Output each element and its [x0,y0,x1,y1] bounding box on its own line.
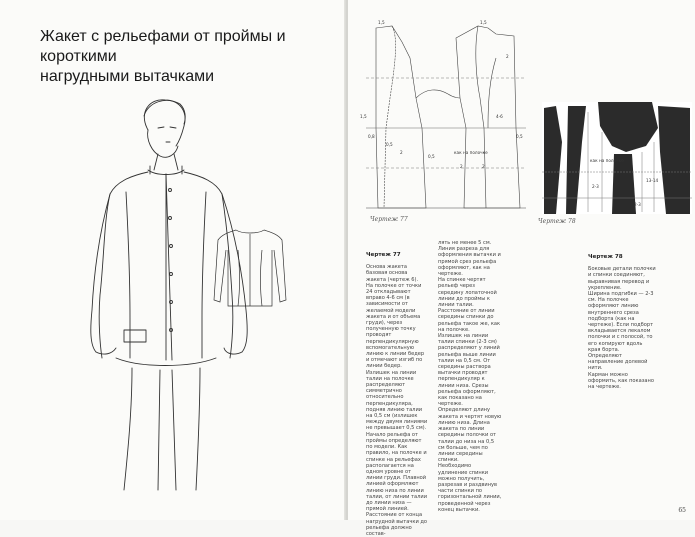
label-d77-1: 1,5 [378,20,385,25]
page-title [40,27,340,87]
label-d77-12: 0,5 [516,134,523,139]
text78-paragraph: Ширина подгибки — 2-3 см. На полочке оформляют линию внутреннего среза подборта (как на чертеже). Если подборт вкладывается лекалом полочки и с полосой, то его копируют вдоль края борта. [588,291,654,353]
label-d77-7: 0,5 [428,154,435,159]
label-d77-10: 2 [482,164,485,169]
heading-drawing-78: Чертеж 78 [588,254,623,260]
label-d78-3: 2-3 [592,184,599,189]
right-page [348,0,695,537]
label-d77-2: 1,5 [480,20,487,25]
label-d77-8: 2 [506,54,509,59]
text77-paragraph: Необходимо удлинение спинки можно получить, разрезав и раздвинув части спинки по горизонтальной линии, проведенной через конец вытачки. [438,463,502,513]
pattern-drawing-77 [356,18,536,223]
label-d77-6: 2 [400,150,403,155]
text77-paragraph: Излишек на линии талии на полочке распределяют симметрично относительно перпендикуляра, подняв линию талии на 0,5 см (излишек между двумя линиями не превышает 0,5 см). [366,369,428,432]
label-d77-13: как на полочке [454,150,488,155]
text78-paragraph: Карман можно оформить, как показано на чертеже. [588,371,654,391]
heading-drawing-77: Чертеж 77 [366,252,401,258]
text77-paragraph: На спинке чертят рельеф через середину лопаточной линии до проймы к линии талии. Расстояние от линии середины спинки до рельефа такое же, как на полочке. [438,277,501,333]
text78-paragraph: Боковые детали полочки и спинки соединяют, выравнивая перевод и укрепление. [588,266,656,291]
label-d78-2: 13-14 [646,178,659,183]
pattern-drawing-78 [542,102,692,222]
text78-column [588,254,656,390]
title-line-1: Жакет с рельефами от проймы и короткими [40,28,286,65]
label-d78-1: как на полочке [590,158,624,163]
left-page [0,0,346,520]
label-d77-9: 2 [460,164,463,169]
jacket-fashion-illustration [20,90,320,520]
text77-column-1 [366,252,428,537]
label-d77-4: 0,5 [386,142,393,147]
caption-drawing-77: Чертеж 77 [370,216,408,223]
text77-paragraph: Начало рельефа от проймы определяют по модели. Как правило, на полочке и спинке на рельефах располагается на одном уровне от линии груди. Плавной линией оформляют линию низа по линии талии, от линии талии до линии низа — прямой линией. Расстояние от конца нагрудной вытачки до рельефа должно состав- [366,431,428,537]
text77-paragraph: Излишек на линии талии спинки (2-3 см) распределяют у линий рельефа выше линии талии на 0,5 см. От середины раствора вытачки проводят перпендикуляр к линии низа. Срезы рельефа оформляют, как показано на чертеже. [438,333,500,408]
label-d77-5: 1,5 [360,114,367,119]
text77-paragraph: Основа жакета базовая основа жакета (чертеж 6). [366,264,419,283]
title-line-2: нагрудными вытачками [40,68,215,85]
label-d77-3: 0,8 [368,134,375,139]
label-d77-11: 4-6 [496,114,503,119]
caption-drawing-78: Чертеж 78 [538,218,576,225]
text77-paragraph: Определяют длину жакета и чертят новую линию низа. Длина жакета по линии середины полочки от талии до низа на 0,5 см больше, чем по линии середины спинки. [438,407,502,464]
text77-paragraph: На полочке от точки 24 откладывают вправо 4-6 см (в зависимости от желаемой модели жакета и от объема груди), через полученную точку проводят перпендикулярную вспомогательную линию к линии бедер и отмечают изгиб по линии бедер. [366,282,425,370]
text78-paragraph: Определяют направление долевой нити. [588,353,648,372]
page-number: 65 [678,507,686,514]
text77-column-2 [438,240,502,513]
text77-paragraph: лять не менее 5 см. Линия разреза для оформления вытачки и прямой срез рельефа оформляют, как на чертеже. [438,240,501,278]
label-d78-4: 2-3 [634,202,641,207]
